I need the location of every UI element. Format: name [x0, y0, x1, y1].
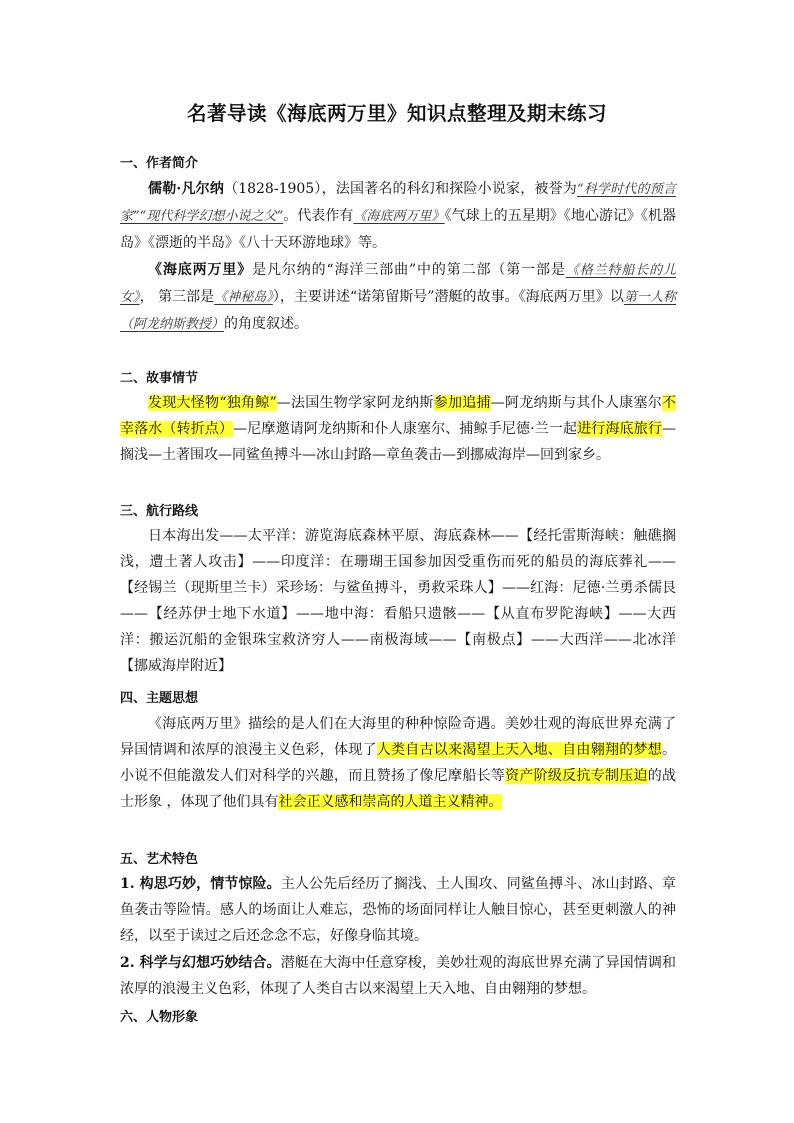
plot-hl-3: 不幸落水（转折点） — [120, 395, 677, 437]
book-text-1: 是凡尔纳的“海洋三部曲”中的第二部（第一部是 — [252, 262, 566, 278]
section-heading-route: 三、航行路线 — [120, 504, 199, 519]
theme-hl-3: 社会正义感和崇高的人道主义精神。 — [278, 794, 503, 810]
art-item-2 — [120, 950, 676, 1002]
plot-hl-2: 参加追捕 — [433, 395, 491, 411]
book-narrator: 第一人称（阿龙纳斯教授） — [120, 290, 676, 332]
book-paragraph — [120, 257, 676, 338]
art-item-2-title: 2. 科学与幻想巧妙结合。 — [120, 955, 281, 971]
art-item-1 — [120, 871, 676, 949]
page-title: 名著导读《海底两万里》知识点整理及期末练习 — [186, 102, 607, 125]
book-third: 《神秘岛》 — [214, 290, 273, 305]
theme-hl-2: 资产阶级反抗专制压迫 — [505, 768, 648, 784]
section-heading-art: 五、艺术特色 — [120, 852, 199, 867]
book-text-3: ），主要讲述“诺第留斯号”潜艇的故事。《海底两万里》以 — [272, 289, 624, 305]
book-text-4: 的角度叙述。 — [224, 316, 309, 332]
art-item-1-text: 主人公先后经历了搁浅、土人围攻、同鲨鱼搏斗、冰山封路、章鱼袭击等险情。感人的场面让人难忘，恐怖的场面同样让人触目惊心，甚至更刺激人的神经，以至于读过之后还念念不忘，好像身临其境。 — [120, 876, 676, 944]
theme-paragraph — [120, 711, 676, 815]
author-name: 儒勒·凡尔纳 — [148, 181, 225, 197]
plot-hl-1: 发现大怪物“独角鲸” — [148, 395, 277, 411]
book-name: 《海底两万里》 — [148, 262, 253, 278]
author-text-1: （1828-1905），法国著名的科幻和探险小说家，被誉为 — [224, 181, 577, 197]
author-honor: “科学时代的预言家”“现代科学幻想小说之父” — [120, 182, 676, 224]
section-heading-plot: 二、故事情节 — [120, 371, 199, 386]
book-text-2: ， 第三部是 — [139, 289, 215, 305]
theme-text-2: 。小说不但能激发人们对科学的兴趣，而且赞扬了像尼摩船长等 — [120, 742, 677, 784]
plot-text-1: —法国生物学家阿龙纳斯 — [276, 395, 434, 411]
theme-text-3: 的战士形象 ，体现了他们具有 — [120, 768, 677, 810]
plot-text-4: —搁浅—土著围攻—同鲨鱼搏斗—冰山封路—章鱼袭击—到挪威海岸—回到家乡。 — [120, 421, 677, 463]
art-item-1-title: 1. 构思巧妙，情节惊险。 — [120, 876, 281, 892]
author-works: 《气球上的五星期》《地心游记》《机器岛》《漂逝的半岛》《八十天环游地球》等。 — [120, 208, 676, 251]
section-heading-theme: 四、主题思想 — [120, 691, 199, 706]
plot-hl-4: 进行海底旅行 — [577, 421, 663, 437]
plot-text-3: —尼摩邀请阿龙纳斯和仆人康塞尔、捕鲸手尼德·兰一起 — [233, 421, 578, 437]
plot-paragraph — [120, 390, 676, 468]
theme-hl-1: 人类自古以来渴望上天入地、自由翱翔的梦想 — [376, 742, 663, 758]
theme-text-1: 《海底两万里》描绘的是人们在大海里的种种惊险奇遇。美妙壮观的海底世界充满了异国情调和浓厚的浪漫主义色彩，体现了 — [120, 716, 676, 758]
route-paragraph: 日本海出发——太平洋：游览海底森林平原、海底森林——【经托雷斯海峡：触礁搁浅，遭土著人攻击】——印度洋：在珊瑚王国参加因受重伤而死的船员的海底葬礼——【经锡兰（现斯里兰卡）采珍场：与鲨鱼搏斗，勇救采珠人】——红海：尼德·兰勇杀儒艮——【经苏伊士地下水道】——地中海：看船只遗骸——【从直布罗陀海峡】——大西洋：搬运沉船的金银珠宝救济穷人——南极海域——【南极点】——大西洋——北冰洋【挪威海岸附近】 — [120, 528, 676, 674]
book-first: 《格兰特船长的儿女》 — [120, 263, 676, 305]
art-item-2-text: 潜艇在大海中任意穿梭，美妙壮观的海底世界充满了异国情调和浓厚的浪漫主义色彩，体现了人类自古以来渴望上天入地、自由翱翔的梦想。 — [120, 955, 676, 997]
plot-text-2: —阿龙纳斯与其仆人康塞尔 — [490, 395, 663, 411]
section-heading-characters: 六、人物形象 — [120, 1010, 199, 1025]
author-text-2: 。代表作有 — [283, 208, 354, 224]
author-work-main: 《海底两万里》 — [353, 209, 445, 224]
author-paragraph — [120, 176, 676, 256]
section-heading-author: 一、作者简介 — [120, 156, 199, 171]
